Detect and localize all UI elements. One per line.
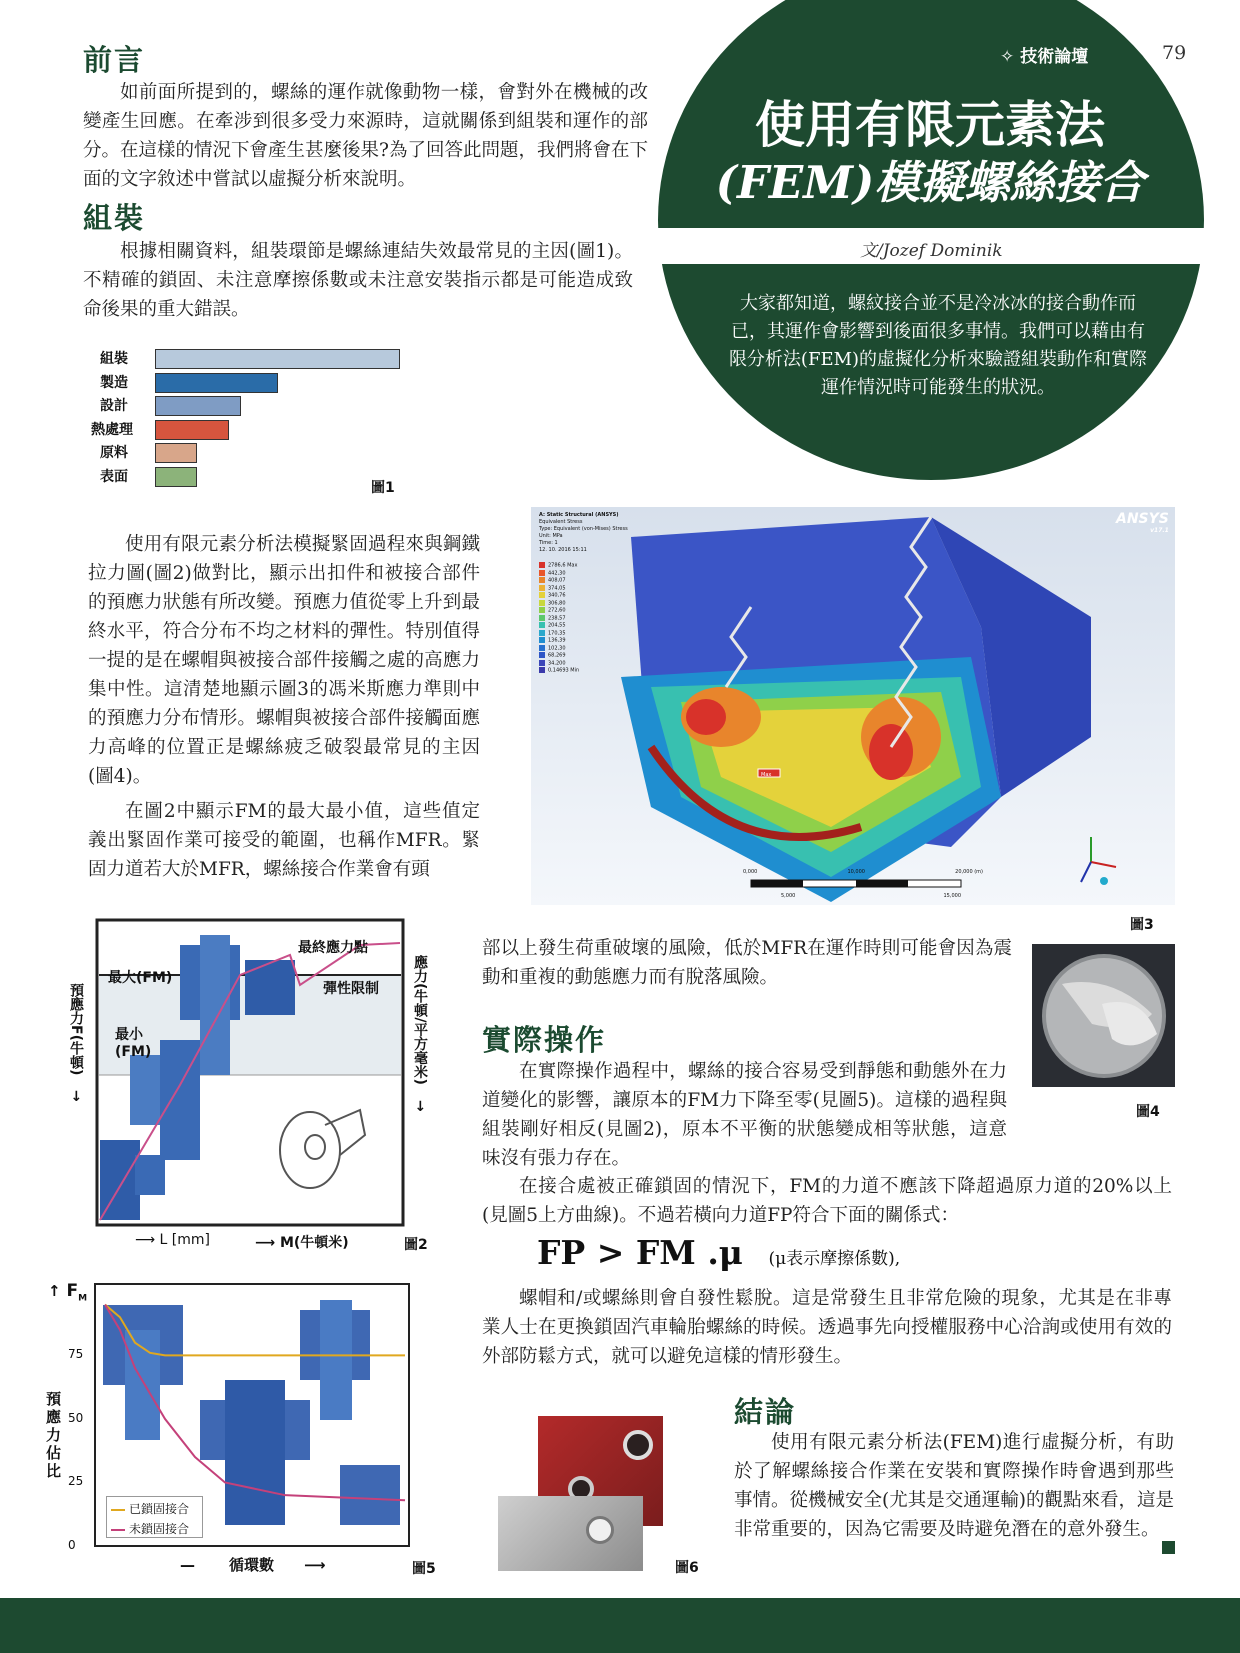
fem-scale-top-labels: [743, 869, 983, 875]
arrow-right-icon: ⟶: [304, 1556, 326, 1574]
arrow-up-icon: ↑: [48, 1282, 61, 1300]
fem-legend-swatch: [539, 667, 545, 673]
fig1-category-label: 表面: [100, 468, 128, 485]
sparkle-icon: ✧: [1000, 47, 1015, 67]
fig5-y-tick: 25: [68, 1474, 84, 1489]
fem-legend-info: [539, 519, 628, 554]
fem-legend-swatch: [539, 577, 545, 583]
heading-practice: 實際操作: [482, 1023, 607, 1057]
fem-legend-swatch: [539, 562, 545, 568]
heading-assembly: 組裝: [83, 201, 146, 235]
page-number: 79: [1162, 42, 1187, 64]
end-mark: [1162, 1541, 1175, 1554]
fem-legend-value: 170,35: [539, 630, 579, 638]
article-title-line2: (FEM)模擬螺絲接合: [715, 156, 1145, 209]
fig2-elastic-limit: 彈性限制: [323, 981, 379, 997]
fem-paragraph-2: 在圖2中顯示FM的最大最小值，這些值定義出緊固作業可接受的範圍，也稱作MFR。緊固力道若大於MFR，螺絲接合作業會有頭: [88, 801, 480, 880]
practice-paragraph-1: 在實際操作過程中，螺絲的接合容易受到靜態和動態外在力道變化的影響，讓原本的FM力下降至零(見圖5)。這樣的過程與組裝剛好相反(見圖2)，原本不平衡的狀態變成相等狀態，這意味沒有張力存在。: [482, 1061, 1007, 1169]
fem-scale-label: 0,000: [743, 869, 758, 875]
fem-legend-value: 0,14693 Min: [539, 667, 579, 675]
fem-scale-label: 10,000: [847, 869, 865, 875]
fig4-svg: [1032, 944, 1175, 1087]
fig6-hole-icon: [586, 1516, 614, 1544]
arrow-up-icon: →: [412, 1099, 428, 1112]
fig4-label: 圖4: [1136, 1104, 1160, 1120]
fig1-bar: [155, 373, 278, 393]
practice-paragraph-3: 螺帽和/或螺絲則會自發性鬆脫。這是常發生且非常危險的現象，尤其是在非專業人士在更換鎖固汽車輪胎螺絲的時候。透過事先向授權服務中心洽詢或使用有效的外部防鬆方式，就可以避免這樣的情形發生。: [482, 1288, 1172, 1367]
fig5-legend: [106, 1496, 203, 1538]
fem-legend-line: Type: Equivalent (von-Mises) Stress: [539, 526, 628, 532]
fig1-category-label: 熱處理: [91, 421, 133, 438]
abstract: 大家都知道，螺紋接合並不是冷冰冰的接合動作而已，其運作會影響到後面很多事情。我們可以藉由有限分析法(FEM)的虛擬化分析來驗證組裝動作和實際運作情況時可能發生的狀況。: [728, 293, 1148, 398]
footer-bar: [0, 1598, 1240, 1653]
legend-swatch-locked: [111, 1509, 125, 1511]
fig1-bar: [155, 467, 197, 487]
fig2-y-left-text: 預應力F(牛頓): [68, 983, 84, 1076]
fem-paragraph-3: 部以上發生荷重破壞的風險，低於MFR在運作時則可能會因為震動和重複的動態應力而有脫落風險。: [482, 938, 1012, 988]
ansys-logo-text: ANSYS: [1116, 511, 1169, 527]
fig1-category-label: 製造: [100, 374, 128, 391]
fig1-bar: [155, 396, 241, 416]
conclusion-paragraph: 使用有限元素分析法(FEM)進行虛擬分析，有助於了解螺絲接合作業在安裝和實際操作時會遇到那些事情。從機械安全(尤其是交通運輸)的觀點來看，這是非常重要的，因為它需要及時避免潛在的意外發生。: [734, 1432, 1174, 1540]
ansys-version: v17.1: [1150, 527, 1169, 534]
fem-legend-line: Equivalent Stress: [539, 519, 583, 525]
figure-5-chart: [40, 1280, 440, 1580]
byline: 文/Jozef Dominik: [860, 241, 1003, 261]
fem-legend-value: 34,200: [539, 660, 579, 668]
fem-legend-value: 204,55: [539, 622, 579, 630]
fem-legend-value: 102,30: [539, 645, 579, 653]
fem-legend-line: Time: 1: [539, 540, 558, 546]
fig3-label: 圖3: [1130, 917, 1154, 933]
fem-legend-value: 272,60: [539, 607, 579, 615]
fig6-hole-icon: [623, 1430, 653, 1460]
fem-legend-swatch: [539, 630, 545, 636]
fem-legend-line: Unit: MPa: [539, 533, 563, 539]
fig2-y-right-label: [410, 955, 430, 1112]
fig2-svg: [60, 915, 460, 1255]
figure-4-photo: [1032, 944, 1175, 1087]
fem-legend-title: A: Static Structural (ANSYS): [539, 512, 619, 518]
intro-paragraph: 如前面所提到的，螺絲的運作就像動物一樣，會對外在機械的改變產生回應。在牽涉到很多受力來源時，這就關係到組裝和運作的部分。在這樣的情況下會產生甚麼後果?為了回答此問題，我們將會在下面的文字敘述中嘗試以虛擬分析來說明。: [83, 82, 648, 190]
column-tag: ✧ 技術論壇: [1000, 47, 1089, 67]
fem-scale-label: 20,000 (m): [955, 869, 983, 875]
dash-icon: —: [180, 1556, 195, 1574]
fem-legend-swatch: [539, 660, 545, 666]
fig2-label: 圖2: [404, 1237, 428, 1253]
fig2-y-right-text: 應力(牛頓/平方毫米): [412, 955, 428, 1085]
fig1-category-label: 組裝: [100, 351, 128, 367]
fig5-y-symbol: ↑ $F_M$: [48, 1281, 88, 1304]
formula-note: (μ表示摩擦係數),: [768, 1249, 901, 1269]
fem-max-tag: Max: [761, 772, 772, 778]
fig5-svg: [40, 1280, 440, 1580]
practice-paragraph-2: 在接合處被正確鎖固的情況下，FM的力道不應該下降超過原力道的20%以上(見圖5上方曲線)。不過若橫向力道FP符合下面的關係式：: [482, 1176, 1172, 1226]
formula: [537, 1233, 900, 1272]
figure-6-photo: [498, 1416, 663, 1571]
fig2-final-stress: 最終應力點: [298, 940, 368, 956]
article-title-line1: 使用有限元素法: [755, 95, 1105, 154]
fig2-max-fm: 最大(FM): [108, 970, 173, 986]
fem-stress-svg: [531, 507, 1175, 905]
fem-legend-value: 340,76: [539, 592, 579, 600]
fem-legend-value: 374,05: [539, 585, 579, 593]
fem-scale-label: 15,000: [943, 893, 961, 899]
fig5-y-tick: 75: [68, 1347, 84, 1362]
formula-expression: FP > FM .μ: [537, 1233, 743, 1272]
figure-1-chart: [85, 340, 425, 495]
fig6-disc-photo: [498, 1496, 643, 1571]
fig6-label: 圖6: [675, 1560, 699, 1576]
fig2-x-label-1: ⟶ L [mm]: [135, 1232, 210, 1248]
fig2-y-left-label: [66, 983, 86, 1102]
fem-legend-value: 68,269: [539, 652, 579, 660]
fig5-y-tick: 50: [68, 1410, 84, 1425]
fig1-category-label: 原料: [100, 445, 128, 461]
fig2-min-fm: 最小 (FM): [115, 1027, 152, 1060]
legend-item-locked: 已鎖固接合: [111, 1500, 198, 1517]
ansys-logo: [1116, 511, 1169, 534]
fem-legend-value: 2786,6 Max: [539, 562, 579, 570]
fig1-label: 圖1: [371, 480, 395, 496]
fig5-x-label: — 循環數 ⟶: [180, 1556, 326, 1574]
fem-legend-value: 306,80: [539, 600, 579, 608]
figure-2-diagram: [60, 915, 460, 1255]
fem-paragraph-1: 使用有限元素分析法模擬緊固過程來與鋼鐵拉力圖(圖2)做對比，顯示出扣件和被接合部件的預應力狀態有所改變。預應力值從零上升到最終水平，符合分布不均之材料的彈性。特別值得一提的是在螺帽與被接合部件接觸之處的高應力集中性。這清楚地顯示圖3的馮米斯應力準則中的預應力分布情形。螺帽與被接合部件接觸面應力高峰的位置正是螺絲疲乏破裂最常見的主因(圖4)。: [88, 534, 480, 787]
legend-swatch-unlocked: [111, 1529, 125, 1531]
fem-legend-swatch: [539, 600, 545, 606]
fem-legend-swatch: [539, 607, 545, 613]
fem-legend-swatch: [539, 652, 545, 658]
arrow-right-icon: ⟶: [135, 1232, 156, 1248]
arrow-right-icon: ⟶: [255, 1235, 276, 1251]
heading-intro: 前言: [83, 43, 146, 77]
fig1-bar: [155, 443, 197, 463]
figure-3-fem-render: [531, 507, 1175, 905]
assembly-paragraph: 根據相關資料，組裝環節是螺絲連結失效最常見的主因(圖1)。不精確的鎖固、未注意摩擦係數或未注意安裝指示都是可能造成致命後果的重大錯誤。: [83, 241, 633, 320]
legend-item-unlocked: 未鎖固接合: [111, 1520, 198, 1537]
fem-legend-swatch: [539, 622, 545, 628]
fem-legend-value: 408,07: [539, 577, 579, 585]
heading-conclusion: 結論: [734, 1395, 797, 1429]
fem-legend-scale: [539, 562, 579, 675]
fig5-y-tick: 0: [68, 1538, 76, 1552]
fig1-bar: [155, 420, 229, 440]
fig1-bar: [155, 349, 400, 369]
fem-legend-value: 442,30: [539, 570, 579, 578]
fig1-category-label: 設計: [100, 398, 128, 414]
fem-legend-swatch: [539, 645, 545, 651]
fig2-x-label-2: ⟶ M(牛頓米): [255, 1235, 349, 1251]
fem-legend-value: 136,39: [539, 637, 579, 645]
fem-legend-line: 12. 10. 2016 15:11: [539, 547, 587, 553]
arrow-up-icon: →: [68, 1090, 84, 1102]
fem-legend-swatch: [539, 585, 545, 591]
fem-legend-swatch: [539, 570, 545, 576]
fem-scale-label: 5,000: [781, 893, 796, 899]
fem-scale-bottom-labels: [781, 893, 961, 899]
fem-legend-swatch: [539, 592, 545, 598]
fem-legend-swatch: [539, 637, 545, 643]
fem-legend-swatch: [539, 615, 545, 621]
fem-legend-value: 238,57: [539, 615, 579, 623]
fig5-label: 圖5: [412, 1561, 436, 1577]
fig5-y-label: 預應力佔比: [46, 1390, 62, 1480]
